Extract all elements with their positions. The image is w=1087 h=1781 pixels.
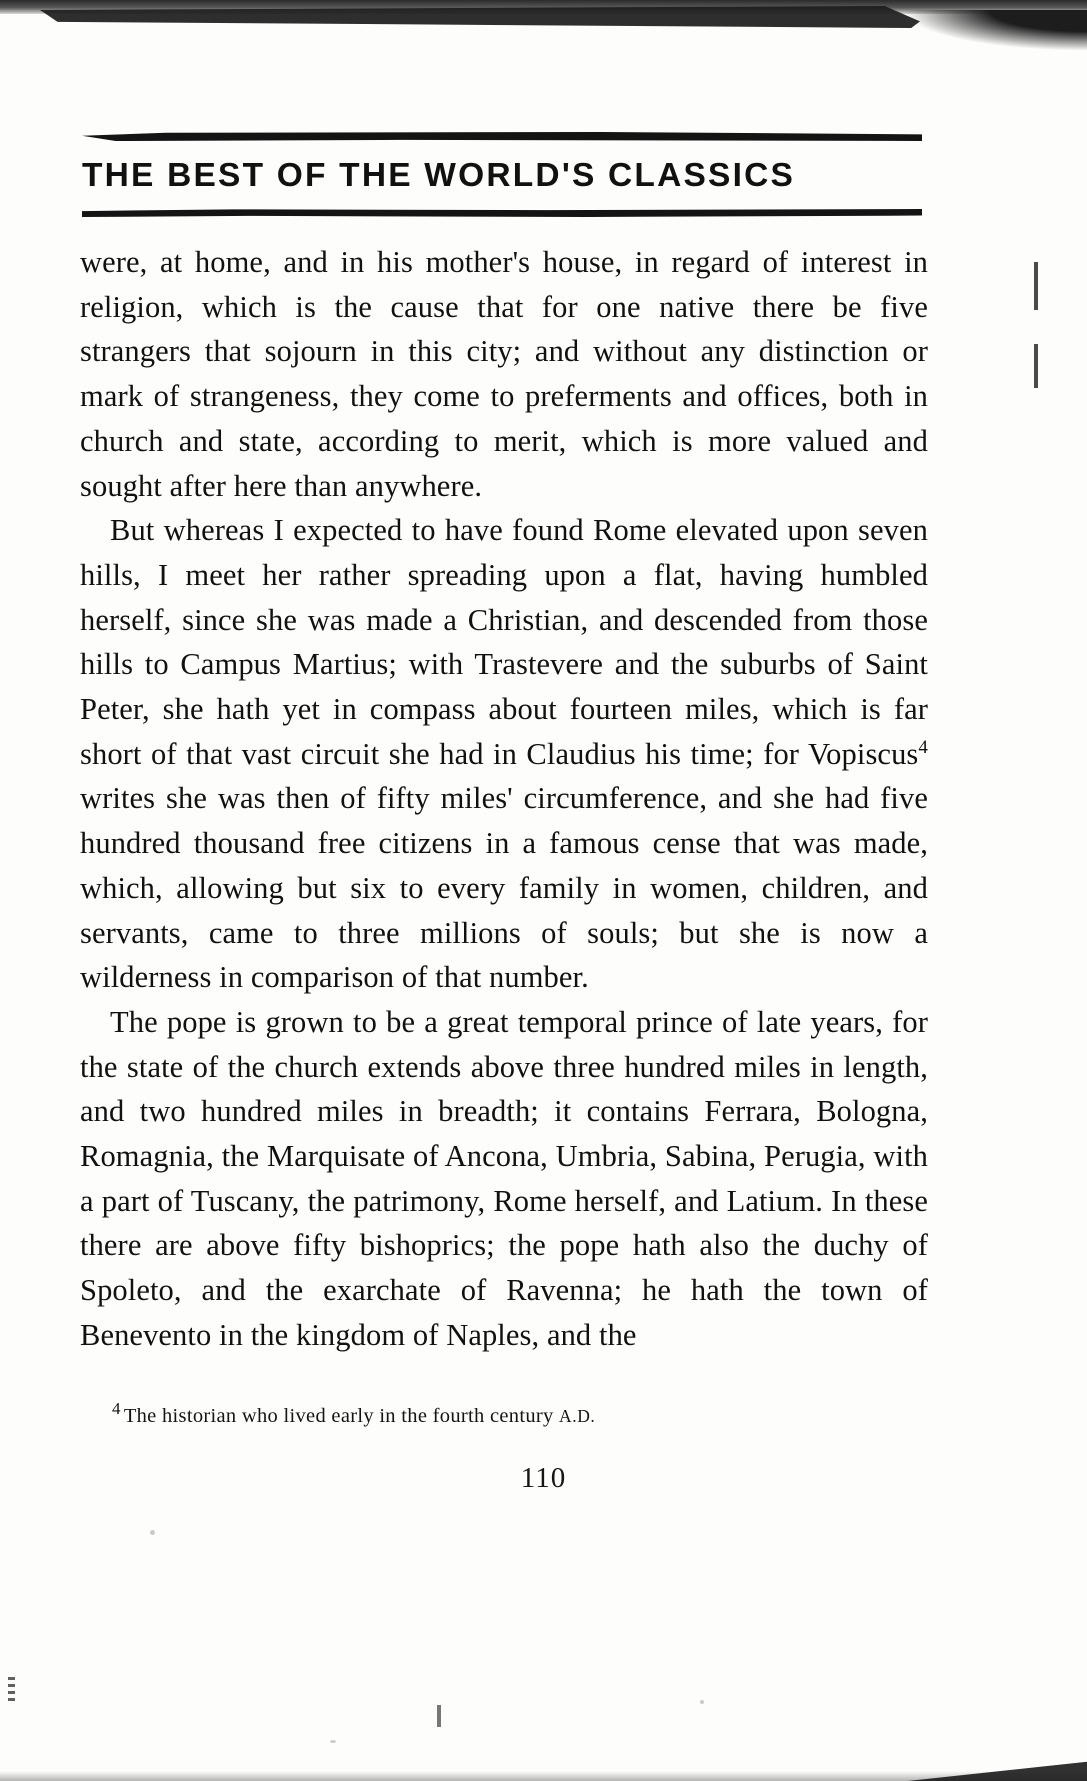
page-header [82, 132, 922, 217]
scan-speckle [330, 1740, 336, 1743]
scan-speckle [700, 1700, 704, 1704]
footnote-text: The historian who lived early in the fourth century [123, 1405, 559, 1427]
right-margin-rule-lower [1034, 344, 1038, 388]
scan-speckle [150, 1530, 155, 1535]
footnote-era-label: A.D. [558, 1406, 596, 1426]
page-number: 110 [520, 1462, 567, 1494]
body-text-column [80, 240, 928, 1358]
scan-bottom-ink-tick [437, 1705, 441, 1727]
footnote-reference[interactable]: 4 [918, 736, 928, 758]
footnote [112, 1399, 912, 1429]
running-head: THE BEST OF THE WORLD'S CLASSICS [82, 157, 796, 194]
header-rule-bottom [82, 209, 922, 217]
right-margin-rule-upper [1034, 262, 1038, 310]
header-rule-top [82, 132, 922, 141]
paragraph-text-part: writes she was then of fifty miles' circumference, and she had five hundred thousand free citizens in a famous cense that was made, which, allowing but six to every family in women, children, and servants, came to three millions of souls; but she is now a wilderness in comparison of that number. [80, 781, 928, 995]
paragraph: The pope is grown to be a great temporal prince of late years, for the state of the church extends above three hundred miles in length, and two hundred miles in breadth; it contains Ferrara, Bologna, Romagnia, the Marquisate of Ancona, Umbria, Sabina, Perugia, with a part of Tuscany, the patrimony, Rome herself, and Latium. In these there are above fifty bishoprics; the pope hath also the duchy of Spoleto, and the exarchate of Ravenna; he hath the town of Benevento in the kingdom of Naples, and the [80, 1004, 928, 1352]
paragraph [80, 508, 928, 1000]
header-rule-ink-dot [77, 213, 82, 218]
footnote-marker: 4 [112, 1399, 121, 1419]
scan-left-edge-fleck [8, 1677, 15, 1703]
scan-top-right-shadow [907, 10, 1087, 50]
paragraph: were, at home, and in his mother's house, in regard of interest in religion, which is the cause that for one native there be five strangers that sojourn in this city; and without any distinction or mark of strangeness, they come to preferments and offices, both in church and state, according to merit, which is more valued and sought after here than anywhere. [80, 245, 928, 503]
paragraph-text-part: But whereas I expected to have found Rome elevated upon seven hills, I meet her rather spreading upon a flat, having humbled herself, since she was made a Christian, and descended from those hills to Campus Martius; with Trastevere and the suburbs of Saint Peter, she hath yet in compass about fourteen miles, which is far short of that vast circuit she had in Claudius his time; for Vopiscus [80, 513, 928, 771]
